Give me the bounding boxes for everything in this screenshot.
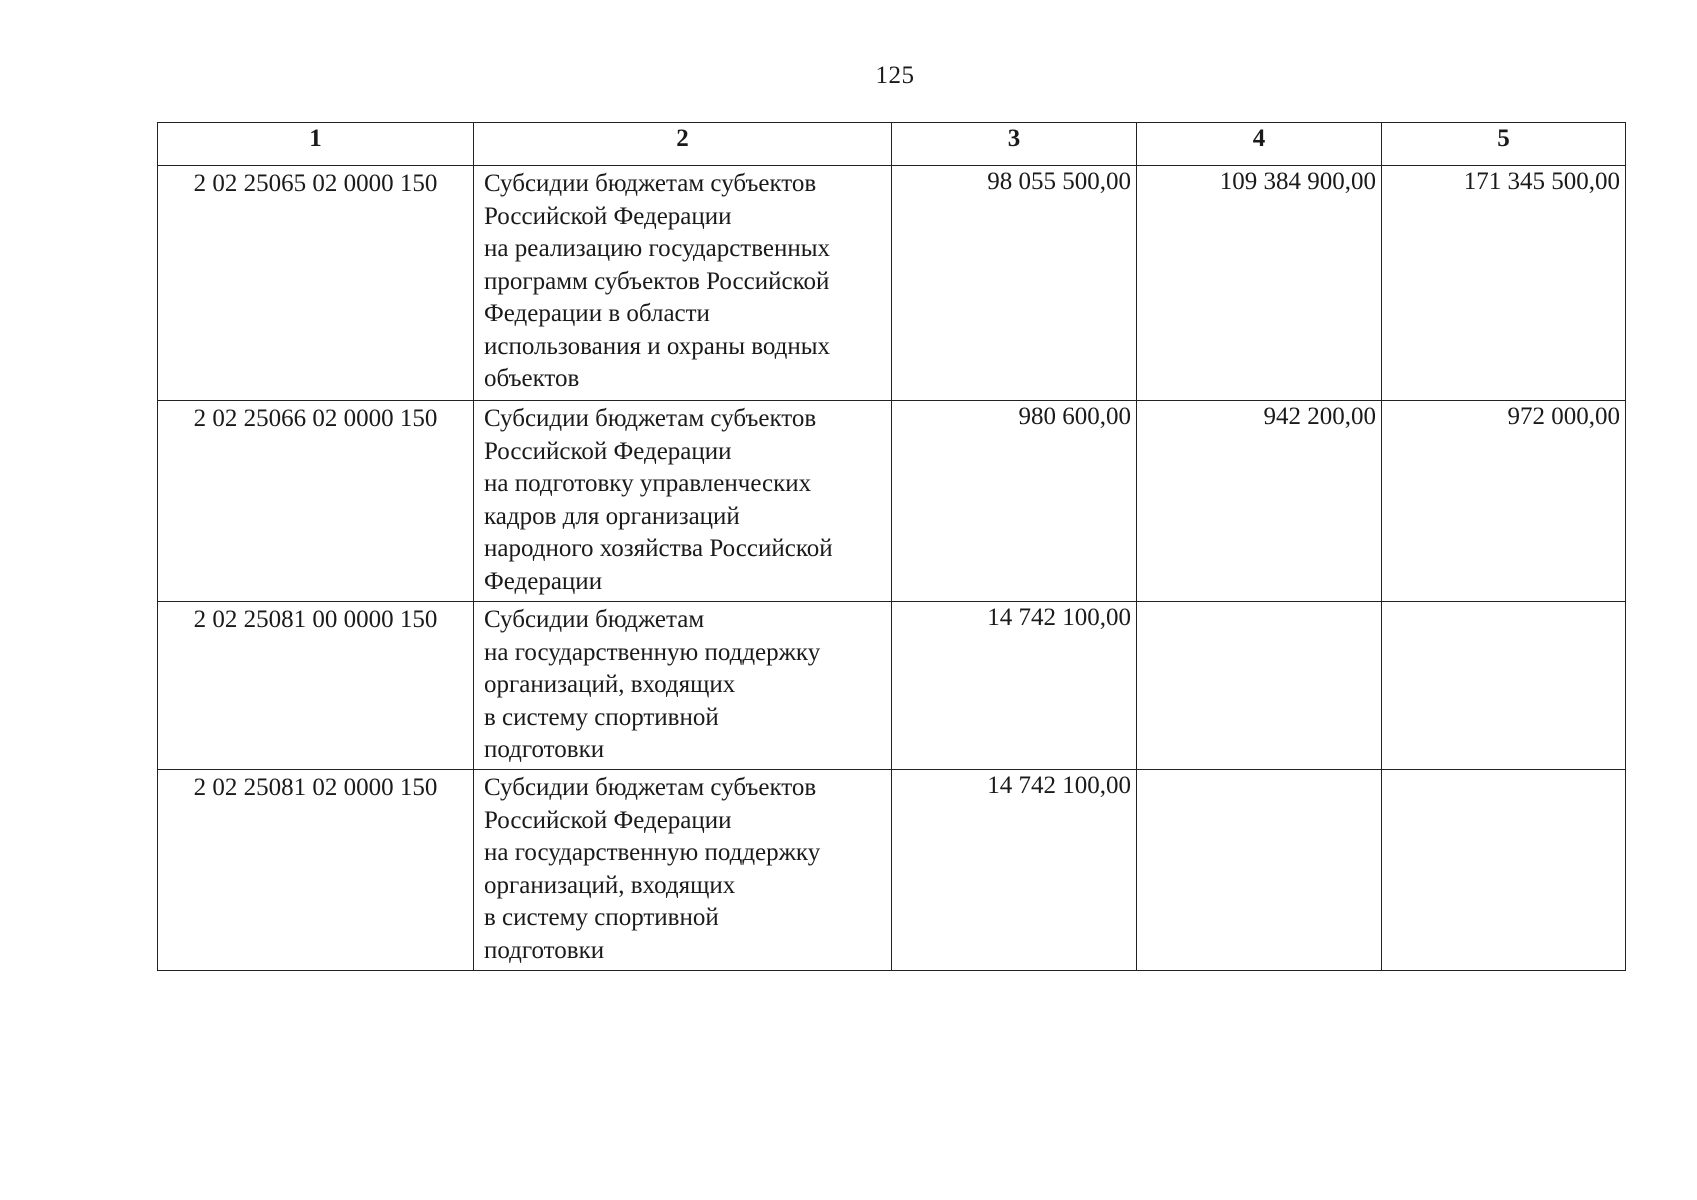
amount-col4-cell: 942 200,00	[1137, 401, 1382, 602]
table-row	[158, 770, 1626, 971]
amount-col5-cell	[1382, 770, 1626, 971]
amount-col3-cell: 980 600,00	[892, 401, 1137, 602]
amount-col3-cell: 14 742 100,00	[892, 602, 1137, 770]
description-line: кадров для организаций	[484, 502, 740, 530]
description-line: на подготовку управленческих	[484, 470, 812, 497]
description-line: на государственную поддержку	[484, 638, 821, 666]
description-line: Субсидии бюджетам субъектов	[484, 405, 817, 432]
description-line: в систему спортивной	[484, 904, 719, 931]
description-line: Российской Федерации	[484, 437, 732, 465]
table-row	[158, 401, 1626, 602]
description-cell	[474, 770, 892, 971]
description-line: Федерации в области	[484, 300, 710, 327]
column-header-5: 5	[1382, 123, 1626, 166]
description-cell	[474, 166, 892, 401]
description-line: Субсидии бюджетам	[484, 606, 705, 633]
amount-col3-cell: 14 742 100,00	[892, 770, 1137, 971]
budget-code-cell: 2 02 25081 02 0000 150	[158, 770, 474, 971]
description-line: Российской Федерации	[484, 202, 732, 230]
table-row	[158, 166, 1626, 401]
amount-col5-cell	[1382, 602, 1626, 770]
column-header-1: 1	[158, 123, 474, 166]
budget-table	[157, 122, 1626, 971]
amount-col5-cell: 972 000,00	[1382, 401, 1626, 602]
description-line: организаций, входящих	[484, 671, 736, 698]
amount-col4-cell	[1137, 770, 1382, 971]
description-line: подготовки	[484, 936, 605, 964]
budget-code-cell: 2 02 25066 02 0000 150	[158, 401, 474, 602]
budget-code-cell: 2 02 25065 02 0000 150	[158, 166, 474, 401]
description-line: подготовки	[484, 736, 605, 763]
amount-col3-cell: 98 055 500,00	[892, 166, 1137, 401]
column-header-2: 2	[474, 123, 892, 166]
column-header-3: 3	[892, 123, 1137, 166]
description-line: на реализацию государственных	[484, 235, 831, 262]
description-line: объектов	[484, 365, 580, 392]
description-line: в систему спортивной	[484, 703, 719, 731]
description-line: на государственную поддержку	[484, 839, 821, 866]
amount-col5-cell: 171 345 500,00	[1382, 166, 1626, 401]
description-line: использования и охраны водных	[484, 332, 831, 360]
amount-col4-cell: 109 384 900,00	[1137, 166, 1382, 401]
description-line: Субсидии бюджетам субъектов	[484, 774, 817, 801]
amount-col4-cell	[1137, 602, 1382, 770]
table-header-row	[158, 123, 1626, 166]
description-line: Федерации	[484, 567, 603, 595]
description-cell	[474, 401, 892, 602]
page-number: 125	[875, 62, 915, 89]
description-line: Субсидии бюджетам субъектов	[484, 170, 817, 197]
column-header-4: 4	[1137, 123, 1382, 166]
description-line: программ субъектов Российской	[484, 267, 830, 295]
description-cell	[474, 602, 892, 770]
description-line: организаций, входящих	[484, 871, 736, 899]
description-line: народного хозяйства Российской	[484, 535, 833, 562]
description-line: Российской Федерации	[484, 806, 732, 834]
table-row	[158, 602, 1626, 770]
budget-code-cell: 2 02 25081 00 0000 150	[158, 602, 474, 770]
